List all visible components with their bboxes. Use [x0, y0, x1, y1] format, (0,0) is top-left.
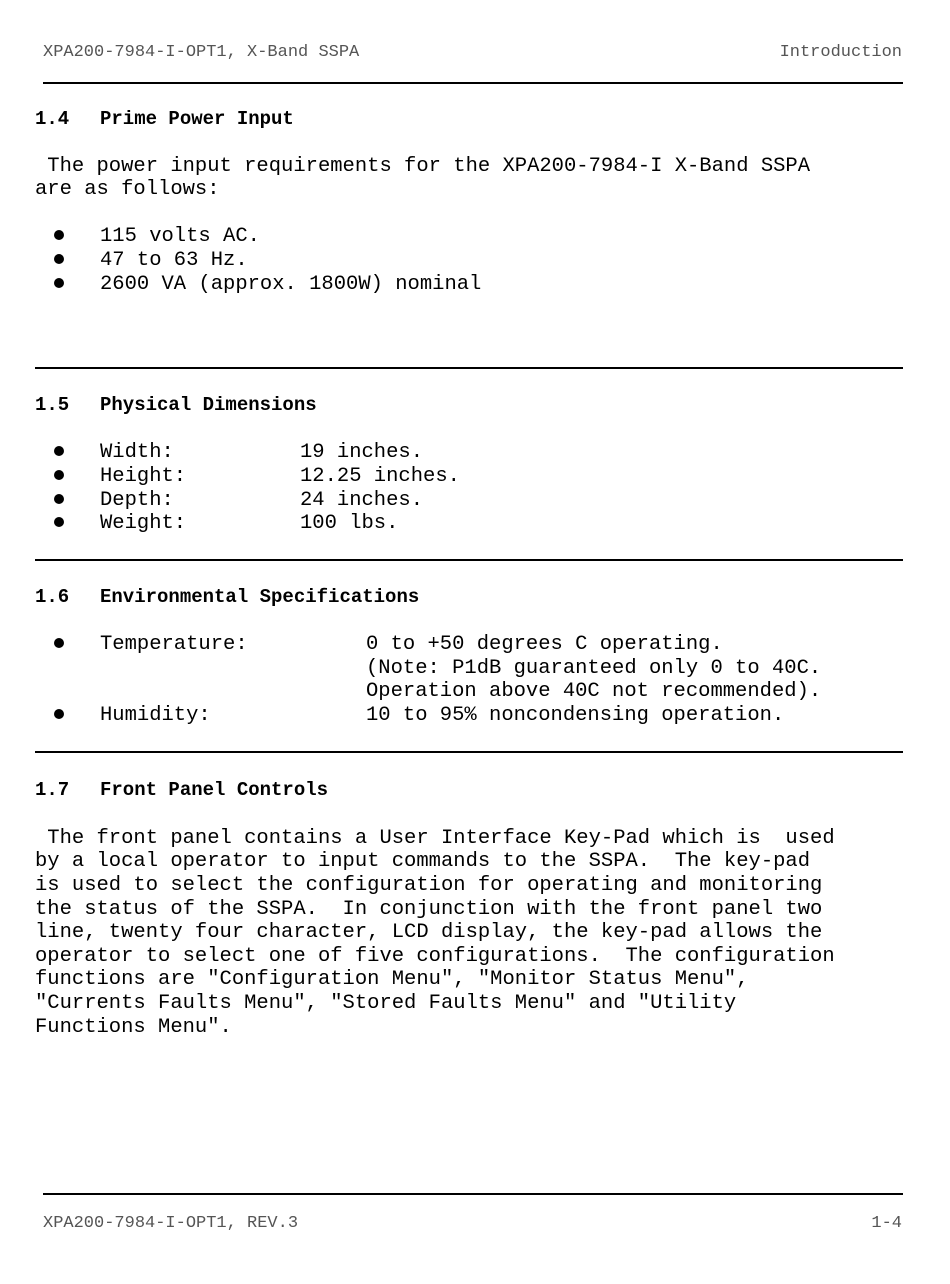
bullet-icon	[54, 638, 64, 648]
bullet-icon	[54, 709, 64, 719]
dimension-value-width: 19 inches.	[300, 441, 424, 464]
section-rule	[35, 367, 903, 369]
power-item-frequency: 47 to 63 Hz.	[100, 249, 248, 272]
dimension-value-depth: 24 inches.	[300, 489, 424, 512]
dimension-label-depth: Depth:	[100, 489, 174, 512]
header-section-name: Introduction	[779, 43, 902, 62]
dimension-label-width: Width:	[100, 441, 174, 464]
power-item-voltage: 115 volts AC.	[100, 225, 260, 248]
section-1-7-para-line-6: operator to select one of five configurations. The configuration	[35, 945, 835, 968]
env-label-humidity: Humidity:	[100, 704, 211, 727]
bullet-icon	[54, 230, 64, 240]
section-1-5-title: Physical Dimensions	[100, 394, 317, 416]
section-1-7-para-line-8: "Currents Faults Menu", "Stored Faults Menu" and "Utility	[35, 992, 737, 1015]
section-rule	[35, 751, 903, 753]
section-1-5-number: 1.5	[35, 394, 70, 416]
bullet-icon	[54, 446, 64, 456]
dimension-label-height: Height:	[100, 465, 187, 488]
section-1-7-number: 1.7	[35, 779, 70, 801]
footer-document-revision: XPA200-7984-I-OPT1, REV.3	[43, 1214, 299, 1233]
section-1-4-para-line-1: The power input requirements for the XPA200-7984-I X-Band SSPA	[35, 155, 811, 178]
env-label-temperature: Temperature:	[100, 633, 248, 656]
section-1-7-para-line-3: is used to select the configuration for operating and monitoring	[35, 874, 823, 897]
footer-page-number: 1-4	[871, 1214, 902, 1233]
footer-rule	[43, 1193, 903, 1195]
dimension-value-weight: 100 lbs.	[300, 512, 399, 535]
section-1-4-title: Prime Power Input	[100, 108, 294, 130]
section-1-7-para-line-1: The front panel contains a User Interface Key-Pad which is used	[35, 827, 835, 850]
dimension-label-weight: Weight:	[100, 512, 187, 535]
section-1-7-para-line-4: the status of the SSPA. In conjunction with the front panel two	[35, 898, 823, 921]
section-1-4-para-line-2: are as follows:	[35, 178, 220, 201]
section-1-7-para-line-7: functions are "Configuration Menu", "Monitor Status Menu",	[35, 968, 749, 991]
dimension-value-height: 12.25 inches.	[300, 465, 460, 488]
env-temperature-line-2: (Note: P1dB guaranteed only 0 to 40C.	[366, 657, 822, 680]
section-rule	[35, 559, 903, 561]
section-1-4-number: 1.4	[35, 108, 70, 130]
section-1-7-para-line-2: by a local operator to input commands to the SSPA. The key-pad	[35, 850, 811, 873]
env-temperature-line-1: 0 to +50 degrees C operating.	[366, 633, 723, 656]
power-item-rating: 2600 VA (approx. 1800W) nominal	[100, 273, 482, 296]
bullet-icon	[54, 278, 64, 288]
bullet-icon	[54, 470, 64, 480]
section-1-6-title: Environmental Specifications	[100, 586, 420, 608]
env-value-humidity: 10 to 95% noncondensing operation.	[366, 704, 785, 727]
section-1-6-number: 1.6	[35, 586, 70, 608]
env-temperature-line-3: Operation above 40C not recommended).	[366, 680, 822, 703]
bullet-icon	[54, 517, 64, 527]
bullet-icon	[54, 494, 64, 504]
section-1-7-title: Front Panel Controls	[100, 779, 329, 801]
section-1-7-para-line-9: Functions Menu".	[35, 1016, 232, 1039]
bullet-icon	[54, 254, 64, 264]
header-rule	[43, 82, 903, 84]
header-document-title: XPA200-7984-I-OPT1, X-Band SSPA	[43, 43, 360, 62]
section-1-7-para-line-5: line, twenty four character, LCD display, the key-pad allows the	[35, 921, 823, 944]
